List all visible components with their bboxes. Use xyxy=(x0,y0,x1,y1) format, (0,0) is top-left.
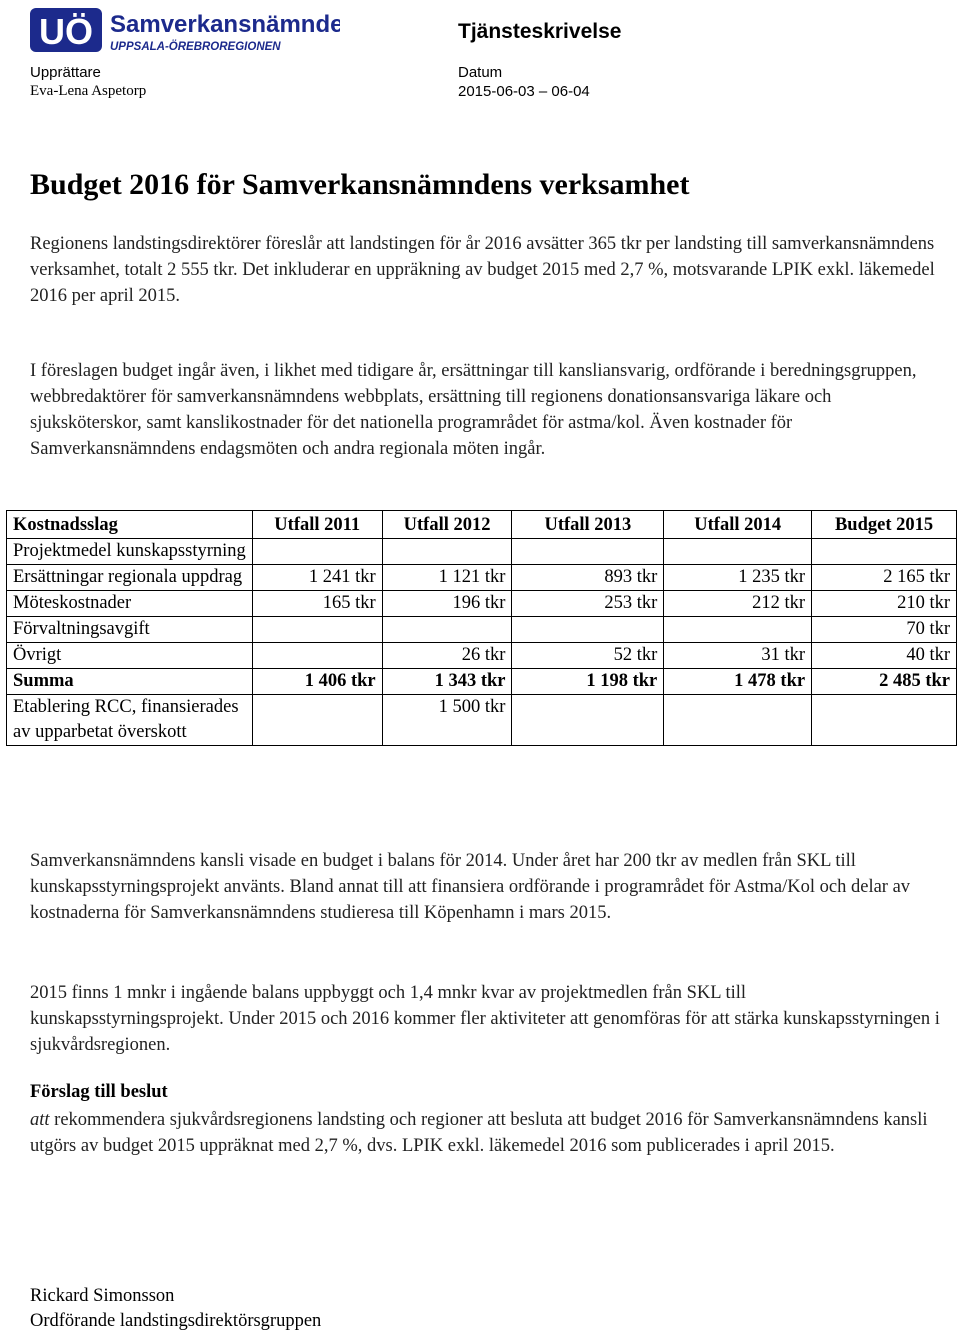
row-label: Förvaltningsavgift xyxy=(7,617,253,643)
table-cell xyxy=(512,695,664,746)
table-cell: 212 tkr xyxy=(664,591,812,617)
table-cell xyxy=(252,539,382,565)
table-cell: 31 tkr xyxy=(664,643,812,669)
table-cell: 1 198 tkr xyxy=(512,669,664,695)
table-cell xyxy=(382,539,512,565)
author-name: Eva-Lena Aspetorp xyxy=(30,83,147,99)
table-cell: 1 343 tkr xyxy=(382,669,512,695)
row-label: Projektmedel kunskapsstyrning xyxy=(7,539,253,565)
decision-heading: Förslag till beslut xyxy=(30,1082,168,1102)
table-cell xyxy=(252,643,382,669)
table-cell xyxy=(812,695,957,746)
date-value: 2015-06-03 – 06-04 xyxy=(458,83,590,100)
table-cell: 1 406 tkr xyxy=(252,669,382,695)
decision-text xyxy=(30,1107,940,1159)
table-row xyxy=(7,591,957,617)
table-cell: 1 121 tkr xyxy=(382,565,512,591)
logo-subtitle: UPPSALA-ÖREBROREGIONEN xyxy=(110,41,281,53)
table-row-total xyxy=(7,669,957,695)
table-cell xyxy=(664,617,812,643)
signer-name: Rickard Simonsson xyxy=(30,1286,175,1306)
logo-mark xyxy=(30,6,340,56)
column-header-cost-type: Kostnadsslag xyxy=(7,511,253,539)
logo-letters: UÖ xyxy=(39,11,93,52)
decision-body: rekommendera sjukvårdsregionens landsting och regioner att besluta att budget 2016 för Samverkansnämndens kansli utgörs av budget 2015 uppräknat med 2,7 %, dvs. LPIK exkl. läkemedel 2016 som publicerades i april 2015. xyxy=(30,1110,928,1156)
table-cell: 1 241 tkr xyxy=(252,565,382,591)
table-cell xyxy=(252,695,382,746)
table-cell xyxy=(512,617,664,643)
table-cell: 1 500 tkr xyxy=(382,695,512,746)
document-title: Budget 2016 för Samverkansnämndens verksamhet xyxy=(30,168,690,201)
budget-table xyxy=(6,510,957,746)
table-cell: 165 tkr xyxy=(252,591,382,617)
table-cell: 253 tkr xyxy=(512,591,664,617)
decision-lead-word: att xyxy=(30,1110,50,1130)
column-header-2014: Utfall 2014 xyxy=(664,511,812,539)
table-cell: 40 tkr xyxy=(812,643,957,669)
signer-title: Ordförande landstingsdirektörsgruppen xyxy=(30,1311,322,1331)
table-cell xyxy=(252,617,382,643)
table-cell: 196 tkr xyxy=(382,591,512,617)
row-label: Övrigt xyxy=(7,643,253,669)
paragraph-2014-outcome: Samverkansnämndens kansli visade en budget i balans för 2014. Under året har 200 tkr av medlen från SKL till kunskapsstyrningsprojekt använts. Bland annat till att finansiera ordförande i programrådet för Astma/Kol och delar av kostnaderna för Samverkansnämndens studieresa till Köpenhamn i mars 2015. xyxy=(30,851,911,923)
table-cell xyxy=(812,539,957,565)
column-header-budget-2015: Budget 2015 xyxy=(812,511,957,539)
logo-title: Samverkansnämnden xyxy=(110,11,340,38)
table-cell xyxy=(512,539,664,565)
row-label: Summa xyxy=(7,669,253,695)
table-row xyxy=(7,643,957,669)
table-row xyxy=(7,539,957,565)
table-cell xyxy=(664,539,812,565)
table-row xyxy=(7,565,957,591)
document-type: Tjänsteskrivelse xyxy=(458,20,622,43)
table-cell: 26 tkr xyxy=(382,643,512,669)
table-cell: 52 tkr xyxy=(512,643,664,669)
table-cell: 210 tkr xyxy=(812,591,957,617)
table-row xyxy=(7,617,957,643)
table-cell xyxy=(664,695,812,746)
column-header-2012: Utfall 2012 xyxy=(382,511,512,539)
row-label: Ersättningar regionala uppdrag xyxy=(7,565,253,591)
column-header-2011: Utfall 2011 xyxy=(252,511,382,539)
table-cell: 893 tkr xyxy=(512,565,664,591)
organization-logo xyxy=(30,6,340,56)
author-label: Upprättare xyxy=(30,64,101,81)
table-cell: 70 tkr xyxy=(812,617,957,643)
column-header-2013: Utfall 2013 xyxy=(512,511,664,539)
table-cell xyxy=(382,617,512,643)
paragraph-budget-proposal: Regionens landstingsdirektörer föreslår att landstingen för år 2016 avsätter 365 tkr per landsting till samverkansnämndens verksamhet, totalt 2 555 tkr. Det inkluderar en uppräkning av budget 2015 med 2,7 %, motsvarande LPIK exkl. läkemedel 2016 per april 2015. xyxy=(30,234,935,306)
paragraph-2015-balance: 2015 finns 1 mnkr i ingående balans uppbyggt och 1,4 mnkr kvar av projektmedlen från SKL till kunskapsstyrningsprojekt. Under 2015 och 2016 kommer fler aktiviteter att genomföras för att stärka kunskapsstyrningen i sjukvårdsregionen. xyxy=(30,983,940,1055)
table-cell: 1 235 tkr xyxy=(664,565,812,591)
table-header-row xyxy=(7,511,957,539)
row-label: Etablering RCC, finansierades av upparbetat överskott xyxy=(7,695,253,746)
table-cell: 2 165 tkr xyxy=(812,565,957,591)
table-cell: 2 485 tkr xyxy=(812,669,957,695)
table-cell: 1 478 tkr xyxy=(664,669,812,695)
paragraph-budget-contents: I föreslagen budget ingår även, i likhet med tidigare år, ersättningar till kansliansvarig, ordförande i beredningsgruppen, webbredaktörer för samverkansnämndens webbplats, ersättning till regionens donationsansvariga läkare och sjuksköterskor, samt kanslikostnader för det nationella programrådet för astma/kol. Även kostnader för Samverkansnämndens endagsmöten och andra regionala möten ingår. xyxy=(30,361,917,459)
row-label: Möteskostnader xyxy=(7,591,253,617)
table-row xyxy=(7,695,957,746)
date-label: Datum xyxy=(458,64,503,81)
